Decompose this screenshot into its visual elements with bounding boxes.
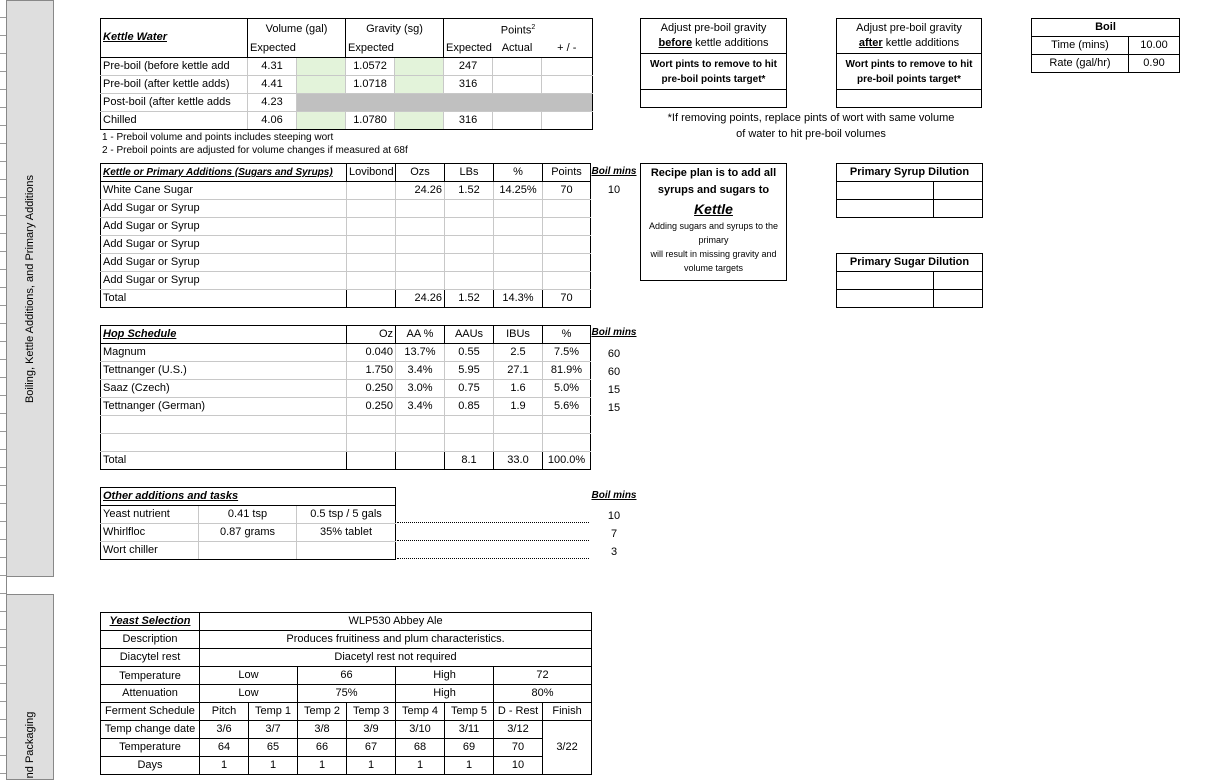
yeast-temp-high: High xyxy=(396,667,494,685)
postboil-grey-cell xyxy=(297,93,593,111)
other-amount: 0.41 tsp xyxy=(199,506,297,524)
dotted-line xyxy=(397,540,589,541)
other-name: Wort chiller xyxy=(101,542,199,560)
pts-diff-cell xyxy=(542,57,593,75)
adjust-after-value[interactable] xyxy=(837,90,981,107)
col-lovibond: Lovibond xyxy=(347,164,396,182)
hop-pct xyxy=(543,434,591,452)
addition-ozs[interactable] xyxy=(396,200,445,218)
grav-actual-input[interactable] xyxy=(395,57,444,75)
addition-name[interactable]: Add Sugar or Syrup xyxy=(101,200,347,218)
hops-total-ibu: 33.0 xyxy=(494,452,543,470)
hop-pct: 5.6% xyxy=(543,398,591,416)
col-oz: Oz xyxy=(347,326,396,344)
kettle-pts: 316 xyxy=(444,75,493,93)
addition-ozs[interactable] xyxy=(396,254,445,272)
sched-date: 3/7 xyxy=(249,721,298,739)
sugar-dilution-cell[interactable] xyxy=(934,272,983,290)
addition-lov[interactable] xyxy=(347,254,396,272)
yeast-diacetyl-label: Diacytel rest xyxy=(101,649,200,667)
addition-row xyxy=(101,200,591,218)
yeast-atten-label: Attenuation xyxy=(101,685,200,703)
kettle-vol: 4.23 xyxy=(248,93,297,111)
recipe-plan-note2: primary xyxy=(698,235,729,245)
kettle-grav: 1.0718 xyxy=(346,75,395,93)
boil-rate-label: Rate (gal/hr) xyxy=(1032,55,1129,73)
sched-date: 3/10 xyxy=(396,721,445,739)
syrup-dilution-cell[interactable] xyxy=(934,182,983,200)
addition-boil-mins: 10 xyxy=(607,184,621,196)
addition-lov[interactable] xyxy=(347,218,396,236)
yeast-atten-low: Low xyxy=(200,685,298,703)
sched-days[interactable]: 1 xyxy=(396,757,445,775)
hop-row xyxy=(101,380,591,398)
hop-boil-mins: 15 xyxy=(607,384,621,396)
sched-days[interactable]: 1 xyxy=(249,757,298,775)
kettle-grav: 1.0780 xyxy=(346,111,395,129)
volume-header: Volume (gal) xyxy=(248,19,346,40)
sched-temp-label: Temperature xyxy=(101,739,200,757)
col-ozs: Ozs xyxy=(396,164,445,182)
addition-lbs xyxy=(445,236,494,254)
additions-total-pct: 14.3% xyxy=(494,290,543,308)
adjust-after-label: Wort pints to remove to hit xyxy=(845,59,973,70)
recipe-plan-target: Kettle xyxy=(694,201,733,217)
hop-ibu: 2.5 xyxy=(494,344,543,362)
yeast-temp-low: Low xyxy=(200,667,298,685)
hop-boil-mins: 60 xyxy=(607,348,621,360)
finish-date: 3/22 xyxy=(543,721,592,775)
sched-temp[interactable]: 64 xyxy=(200,739,249,757)
hop-boil-mins: 60 xyxy=(607,366,621,378)
boil-rate-value[interactable]: 0.90 xyxy=(1129,55,1180,73)
addition-pts xyxy=(543,254,591,272)
yeast-diacetyl: Diacetyl rest not required xyxy=(200,649,592,667)
hop-aau xyxy=(445,416,494,434)
adjust-after-box xyxy=(836,18,982,108)
sched-header: Pitch xyxy=(200,703,249,721)
addition-pct xyxy=(494,236,543,254)
addition-pct xyxy=(494,200,543,218)
hops-total-aau: 8.1 xyxy=(445,452,494,470)
sched-days-label: Days xyxy=(101,757,200,775)
other-row xyxy=(101,542,396,560)
col-lbs: LBs xyxy=(445,164,494,182)
addition-ozs[interactable] xyxy=(396,218,445,236)
other-boil-mins: 3 xyxy=(610,546,618,558)
pts-diff-cell xyxy=(542,75,593,93)
hop-aau: 5.95 xyxy=(445,362,494,380)
col-aau: AAUs xyxy=(445,326,494,344)
recipe-plan-note3: will result in missing gravity and xyxy=(650,249,777,259)
sugar-dilution-table xyxy=(836,253,983,308)
ferment-schedule-label: Ferment Schedule xyxy=(101,703,200,721)
adjust-note-2: of water to hit pre-boil volumes xyxy=(736,128,886,140)
vol-actual-input[interactable] xyxy=(297,75,346,93)
addition-pts xyxy=(543,200,591,218)
addition-lbs xyxy=(445,200,494,218)
sched-temp[interactable]: 70 xyxy=(494,739,543,757)
hop-oz[interactable]: 0.250 xyxy=(347,380,396,398)
pts-diff-cell xyxy=(542,111,593,129)
adjust-after-title: Adjust pre-boil gravity xyxy=(856,22,962,34)
sched-temp[interactable]: 66 xyxy=(298,739,347,757)
dotted-line xyxy=(397,522,589,523)
addition-pct: 14.25% xyxy=(494,182,543,200)
hop-row xyxy=(101,362,591,380)
tab-boiling-label: Boiling, Kettle Additions, and Primary Additions xyxy=(24,174,36,403)
hop-aau: 0.75 xyxy=(445,380,494,398)
adjust-after-subtitle: after kettle additions xyxy=(858,37,960,49)
kettle-pts: 316 xyxy=(444,111,493,129)
sched-temp[interactable]: 65 xyxy=(249,739,298,757)
syrup-dilution-table xyxy=(836,163,983,218)
addition-lbs: 1.52 xyxy=(445,182,494,200)
col-ibu: IBUs xyxy=(494,326,543,344)
additions-total-lbs: 1.52 xyxy=(445,290,494,308)
vol-expected: Expected xyxy=(248,40,297,58)
other-additions-table xyxy=(100,487,396,560)
sugar-dilution-cell[interactable] xyxy=(934,290,983,308)
additions-total-ozs: 24.26 xyxy=(396,290,445,308)
sched-header: D - Rest xyxy=(494,703,543,721)
other-rate: 35% tablet xyxy=(297,524,396,542)
boil-time-label: Time (mins) xyxy=(1032,37,1129,55)
addition-name[interactable]: Add Sugar or Syrup xyxy=(101,218,347,236)
kettle-grav: 1.0572 xyxy=(346,57,395,75)
hop-aau: 0.55 xyxy=(445,344,494,362)
sched-temp[interactable]: 69 xyxy=(445,739,494,757)
hop-row xyxy=(101,344,591,362)
kettle-note-2: 2 - Preboil points are adjusted for volume changes if measured at 68f xyxy=(102,145,408,156)
hop-ibu: 27.1 xyxy=(494,362,543,380)
hop-name[interactable]: Tettnanger (U.S.) xyxy=(101,362,347,380)
addition-pts xyxy=(543,218,591,236)
kettle-vol: 4.31 xyxy=(248,57,297,75)
hop-name[interactable]: Magnum xyxy=(101,344,347,362)
tab-packaging-label: nd Packaging xyxy=(24,711,36,779)
recipe-plan-line1: Recipe plan is to add all xyxy=(650,167,777,179)
hop-ibu xyxy=(494,416,543,434)
yeast-table xyxy=(100,612,592,775)
hop-aa[interactable]: 13.7% xyxy=(396,344,445,362)
kettle-row-label: Pre-boil (before kettle add xyxy=(101,57,248,75)
yeast-strain[interactable]: WLP530 Abbey Ale xyxy=(200,613,592,631)
addition-row xyxy=(101,272,591,290)
recipe-plan-note1: Adding sugars and syrups to the xyxy=(648,221,779,231)
kettle-row-label: Pre-boil (after kettle adds) xyxy=(101,75,248,93)
hop-row xyxy=(101,416,591,434)
hops-total-label: Total xyxy=(101,452,347,470)
sched-date: 3/9 xyxy=(347,721,396,739)
yeast-temp-label: Temperature xyxy=(101,667,200,685)
syrup-dilution-cell[interactable] xyxy=(837,200,934,218)
addition-pct xyxy=(494,218,543,236)
sched-date: 3/12 xyxy=(494,721,543,739)
hop-name[interactable]: Tettnanger (German) xyxy=(101,398,347,416)
hop-pct: 81.9% xyxy=(543,362,591,380)
hop-aa[interactable]: 3.4% xyxy=(396,398,445,416)
adjust-before-box xyxy=(640,18,787,108)
col-points: Points xyxy=(543,164,591,182)
hop-ibu: 1.6 xyxy=(494,380,543,398)
pts-expected: Expected xyxy=(444,40,493,58)
sched-days[interactable]: 1 xyxy=(445,757,494,775)
adjust-before-label2: pre-boil points target* xyxy=(661,74,766,85)
other-row xyxy=(101,506,396,524)
hop-oz[interactable]: 0.250 xyxy=(347,398,396,416)
grav-actual-input[interactable] xyxy=(395,75,444,93)
addition-ozs[interactable] xyxy=(396,236,445,254)
other-name: Whirlfloc xyxy=(101,524,199,542)
recipe-plan-line2: syrups and sugars to xyxy=(657,184,770,196)
recipe-plan-note4: volume targets xyxy=(683,263,744,273)
addition-name[interactable]: White Cane Sugar xyxy=(101,182,347,200)
col-aa: AA % xyxy=(396,326,445,344)
sched-date: 3/11 xyxy=(445,721,494,739)
other-amount: 0.87 grams xyxy=(199,524,297,542)
addition-pct xyxy=(494,254,543,272)
hop-aa[interactable] xyxy=(396,434,445,452)
adjust-note xyxy=(640,110,982,142)
sched-temp[interactable]: 67 xyxy=(347,739,396,757)
hops-total-row xyxy=(101,452,591,470)
hop-oz[interactable]: 0.040 xyxy=(347,344,396,362)
yeast-desc: Produces fruitiness and plum characteristics. xyxy=(200,631,592,649)
sched-temp[interactable]: 68 xyxy=(396,739,445,757)
adjust-before-value[interactable] xyxy=(641,90,786,107)
boil-title: Boil xyxy=(1032,19,1180,37)
yeast-atten-high-val: 80% xyxy=(494,685,592,703)
boil-table xyxy=(1031,18,1180,73)
tab-packaging[interactable] xyxy=(6,594,54,780)
addition-pct xyxy=(494,272,543,290)
hop-schedule-table xyxy=(100,325,591,470)
kettle-title: Kettle Water xyxy=(103,31,167,44)
other-rate: 0.5 tsp / 5 gals xyxy=(297,506,396,524)
recipe-plan-box xyxy=(640,163,787,281)
pts-actual-cell[interactable] xyxy=(493,57,542,75)
addition-pts: 70 xyxy=(543,182,591,200)
additions-table xyxy=(100,163,591,308)
grav-actual-input[interactable] xyxy=(395,111,444,129)
sugar-dilution-cell[interactable] xyxy=(837,272,934,290)
hop-oz[interactable] xyxy=(347,416,396,434)
addition-lov[interactable] xyxy=(347,200,396,218)
grav-expected: Expected xyxy=(346,40,395,58)
hops-title: Hop Schedule xyxy=(103,328,177,340)
gravity-header: Gravity (sg) xyxy=(346,19,444,40)
addition-lov[interactable] xyxy=(347,182,396,200)
other-boil-mins-header: Boil mins xyxy=(591,490,637,501)
pts-actual-cell[interactable] xyxy=(493,111,542,129)
col-pct: % xyxy=(494,164,543,182)
additions-boil-mins-header: Boil mins xyxy=(591,166,637,177)
vol-actual-input[interactable] xyxy=(297,111,346,129)
additions-title: Kettle or Primary Additions (Sugars and Syrups) xyxy=(103,167,333,178)
yeast-atten-low-val: 75% xyxy=(298,685,396,703)
kettle-vol: 4.06 xyxy=(248,111,297,129)
sched-days[interactable]: 1 xyxy=(200,757,249,775)
addition-lbs xyxy=(445,272,494,290)
sched-header: Temp 4 xyxy=(396,703,445,721)
kettle-vol: 4.41 xyxy=(248,75,297,93)
hop-boil-mins: 15 xyxy=(607,402,621,414)
dotted-line xyxy=(397,558,589,559)
addition-pts xyxy=(543,236,591,254)
hop-name[interactable] xyxy=(101,434,347,452)
tab-boiling[interactable] xyxy=(6,0,54,577)
hop-aau: 0.85 xyxy=(445,398,494,416)
addition-row xyxy=(101,218,591,236)
other-boil-mins: 10 xyxy=(607,510,621,522)
adjust-before-subtitle: before kettle additions xyxy=(658,37,769,49)
other-name: Yeast nutrient xyxy=(101,506,199,524)
addition-row xyxy=(101,254,591,272)
adjust-before-title: Adjust pre-boil gravity xyxy=(660,22,767,34)
addition-row xyxy=(101,182,591,200)
addition-pts xyxy=(543,272,591,290)
sched-header: Temp 1 xyxy=(249,703,298,721)
hop-aa[interactable]: 3.4% xyxy=(396,362,445,380)
addition-ozs[interactable] xyxy=(396,272,445,290)
additions-total-pts: 70 xyxy=(543,290,591,308)
sugar-dilution-cell[interactable] xyxy=(837,290,934,308)
yeast-title: Yeast Selection xyxy=(109,615,191,627)
sched-header: Temp 5 xyxy=(445,703,494,721)
hop-aau xyxy=(445,434,494,452)
sched-header: Temp 3 xyxy=(347,703,396,721)
hop-pct: 7.5% xyxy=(543,344,591,362)
addition-lbs xyxy=(445,218,494,236)
sched-header: Finish xyxy=(543,703,592,721)
hop-aa[interactable] xyxy=(396,416,445,434)
sched-days[interactable]: 1 xyxy=(347,757,396,775)
sched-header: Temp 2 xyxy=(298,703,347,721)
boil-time-value[interactable]: 10.00 xyxy=(1129,37,1180,55)
kettle-row-label: Chilled xyxy=(101,111,248,129)
other-boil-mins-list xyxy=(590,507,638,561)
kettle-pts: 247 xyxy=(444,57,493,75)
kettle-row-label: Post-boil (after kettle adds xyxy=(101,93,248,111)
syrup-dilution-cell[interactable] xyxy=(934,200,983,218)
pts-actual: Actual xyxy=(493,40,542,58)
yeast-atten-high: High xyxy=(396,685,494,703)
yeast-temp-low-val: 66 xyxy=(298,667,396,685)
additions-total-row xyxy=(101,290,591,308)
syrup-dilution-cell[interactable] xyxy=(837,182,934,200)
vol-actual-input[interactable] xyxy=(297,57,346,75)
additions-total-label: Total xyxy=(101,290,347,308)
adjust-before-label: Wort pints to remove to hit xyxy=(649,59,778,70)
hop-row xyxy=(101,398,591,416)
hop-boil-mins-list xyxy=(590,345,638,417)
hop-name[interactable] xyxy=(101,416,347,434)
hop-oz[interactable] xyxy=(347,434,396,452)
adjust-note-1: *If removing points, replace pints of wort with same volume xyxy=(667,112,955,124)
hop-ibu: 1.9 xyxy=(494,398,543,416)
sched-days[interactable]: 10 xyxy=(494,757,543,775)
hop-pct: 5.0% xyxy=(543,380,591,398)
yeast-desc-label: Description xyxy=(101,631,200,649)
addition-name[interactable]: Add Sugar or Syrup xyxy=(101,272,347,290)
hop-aa[interactable]: 3.0% xyxy=(396,380,445,398)
hops-total-pct: 100.0% xyxy=(543,452,591,470)
adjust-after-label2: pre-boil points target* xyxy=(857,74,961,85)
sugar-dilution-title: Primary Sugar Dilution xyxy=(837,254,983,272)
hop-row xyxy=(101,434,591,452)
kettle-note-1: 1 - Preboil volume and points includes steeping wort xyxy=(102,132,334,143)
hops-boil-mins-header: Boil mins xyxy=(591,327,637,338)
sched-date: 3/6 xyxy=(200,721,249,739)
addition-lov[interactable] xyxy=(347,272,396,290)
hop-name[interactable]: Saaz (Czech) xyxy=(101,380,347,398)
points-header: Points$^2$ xyxy=(444,19,593,40)
addition-lov[interactable] xyxy=(347,236,396,254)
hop-pct xyxy=(543,416,591,434)
other-row xyxy=(101,524,396,542)
yeast-temp-high-val: 72 xyxy=(494,667,592,685)
hop-ibu xyxy=(494,434,543,452)
sched-days[interactable]: 1 xyxy=(298,757,347,775)
sched-date: 3/8 xyxy=(298,721,347,739)
hop-oz[interactable]: 1.750 xyxy=(347,362,396,380)
other-title: Other additions and tasks xyxy=(103,490,239,502)
col-hop-pct: % xyxy=(543,326,591,344)
addition-name[interactable]: Add Sugar or Syrup xyxy=(101,236,347,254)
syrup-dilution-title: Primary Syrup Dilution xyxy=(837,164,983,182)
temp-change-date-label: Temp change date xyxy=(101,721,200,739)
other-boil-mins: 7 xyxy=(610,528,618,540)
addition-row xyxy=(101,236,591,254)
addition-name[interactable]: Add Sugar or Syrup xyxy=(101,254,347,272)
addition-lbs xyxy=(445,254,494,272)
kettle-water-table xyxy=(100,18,593,130)
pts-actual-cell[interactable] xyxy=(493,75,542,93)
pts-plusminus: + / - xyxy=(542,40,593,58)
addition-ozs[interactable]: 24.26 xyxy=(396,182,445,200)
